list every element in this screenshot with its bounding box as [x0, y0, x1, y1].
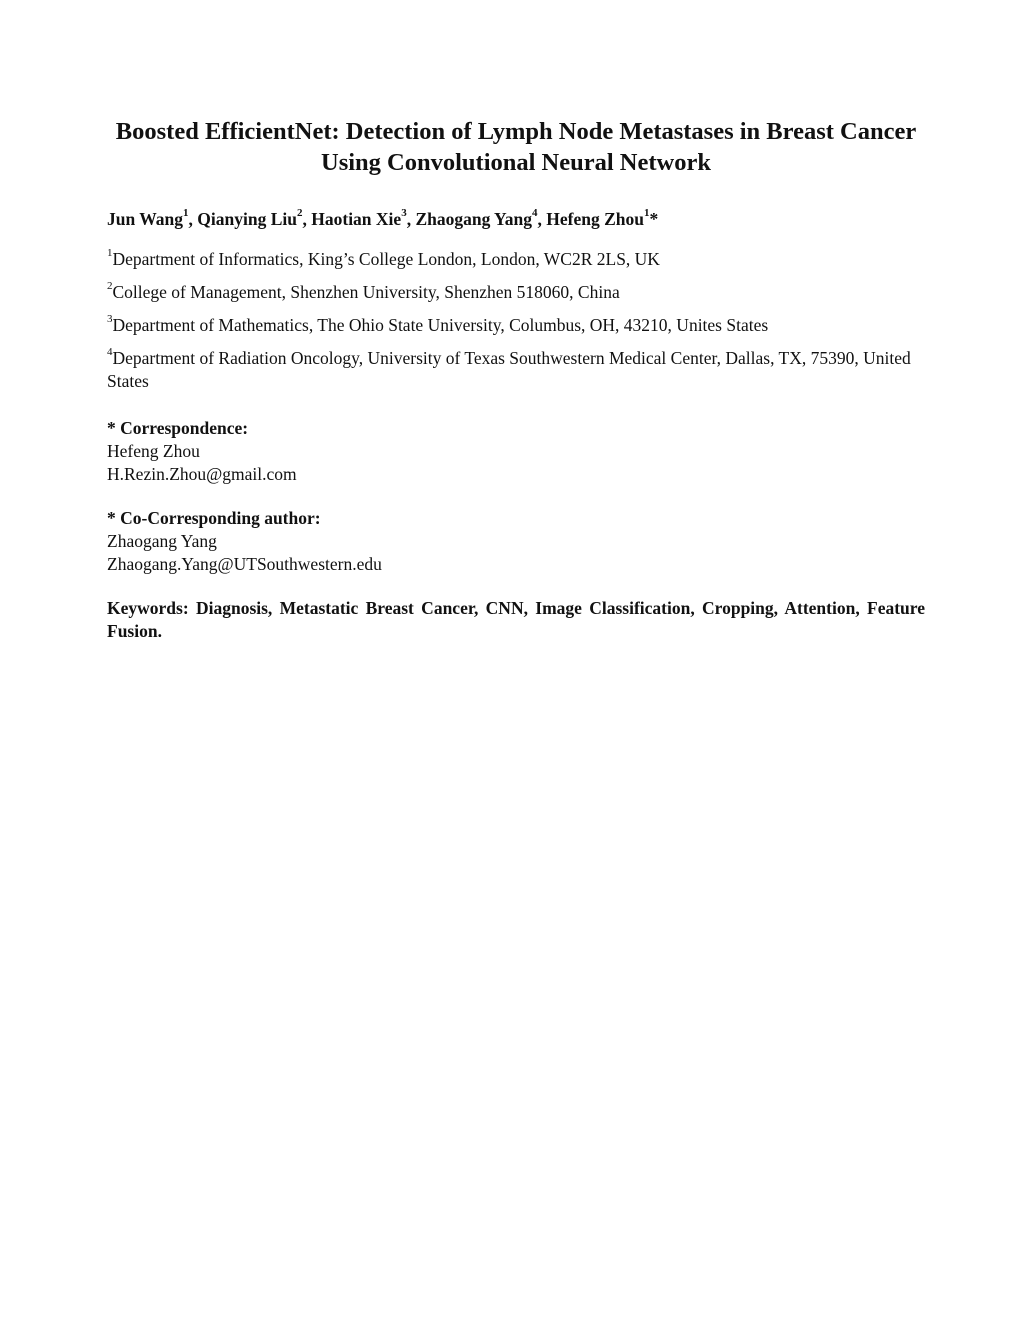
author-affiliation-mark: 1 — [643, 207, 650, 220]
affiliation-item — [107, 248, 925, 271]
author-affiliation-mark: 4 — [531, 207, 538, 220]
affiliation-text: Department of Informatics, King’s College London, London, WC2R 2LS, UK — [112, 249, 660, 269]
affiliation-item — [107, 281, 925, 304]
paper-title: Boosted EfficientNet: Detection of Lymph Node Metastases in Breast Cancer Using Convolutional Neural Network — [115, 118, 917, 176]
correspondence-name: Hefeng Zhou — [107, 441, 200, 461]
correspondence-heading: * Correspondence: — [107, 418, 249, 438]
affiliation-text: Department of Mathematics, The Ohio State University, Columbus, OH, 43210, Unites States — [112, 315, 769, 335]
author-affiliation-mark: 1 — [183, 207, 189, 220]
co-correspondence-block — [107, 507, 925, 576]
co-correspondence-name: Zhaogang Yang — [107, 531, 217, 551]
author-name: Jun Wang — [107, 209, 184, 229]
author-separator: , — [302, 209, 312, 229]
affiliation-item — [107, 314, 925, 337]
author-affiliation-mark: 3 — [401, 207, 407, 220]
paper-page — [107, 116, 925, 643]
affiliation-list — [107, 248, 925, 393]
affiliation-text: College of Management, Shenzhen University, Shenzhen 518060, China — [112, 282, 620, 302]
corresponding-author-mark: * — [649, 209, 659, 229]
affiliation-mark: 2 — [107, 280, 113, 293]
keywords: Keywords: Diagnosis, Metastatic Breast Cancer, CNN, Image Classification, Cropping, Attention, Feature Fusion. — [107, 598, 925, 641]
author-separator: , — [537, 209, 547, 229]
affiliation-mark: 3 — [107, 313, 113, 326]
author-name: Haotian Xie — [311, 209, 402, 229]
co-correspondence-email[interactable]: Zhaogang.Yang@UTSouthwestern.edu — [107, 554, 382, 574]
affiliation-item — [107, 347, 925, 393]
correspondence-block — [107, 417, 925, 486]
correspondence-email[interactable]: H.Rezin.Zhou@gmail.com — [107, 464, 297, 484]
author-separator: , — [188, 209, 198, 229]
author-list — [107, 208, 925, 230]
author-separator: , — [406, 209, 416, 229]
affiliation-mark: 4 — [107, 346, 113, 359]
author-affiliation-mark: 2 — [297, 207, 303, 220]
co-correspondence-heading: * Co-Corresponding author: — [107, 508, 321, 528]
author-name: Zhaogang Yang — [415, 209, 532, 229]
author-name: Hefeng Zhou — [546, 209, 644, 229]
affiliation-text: Department of Radiation Oncology, University of Texas Southwestern Medical Center, Dallas, TX, 75390, United States — [107, 348, 911, 391]
author-name: Qianying Liu — [197, 209, 297, 229]
affiliation-mark: 1 — [107, 247, 113, 260]
